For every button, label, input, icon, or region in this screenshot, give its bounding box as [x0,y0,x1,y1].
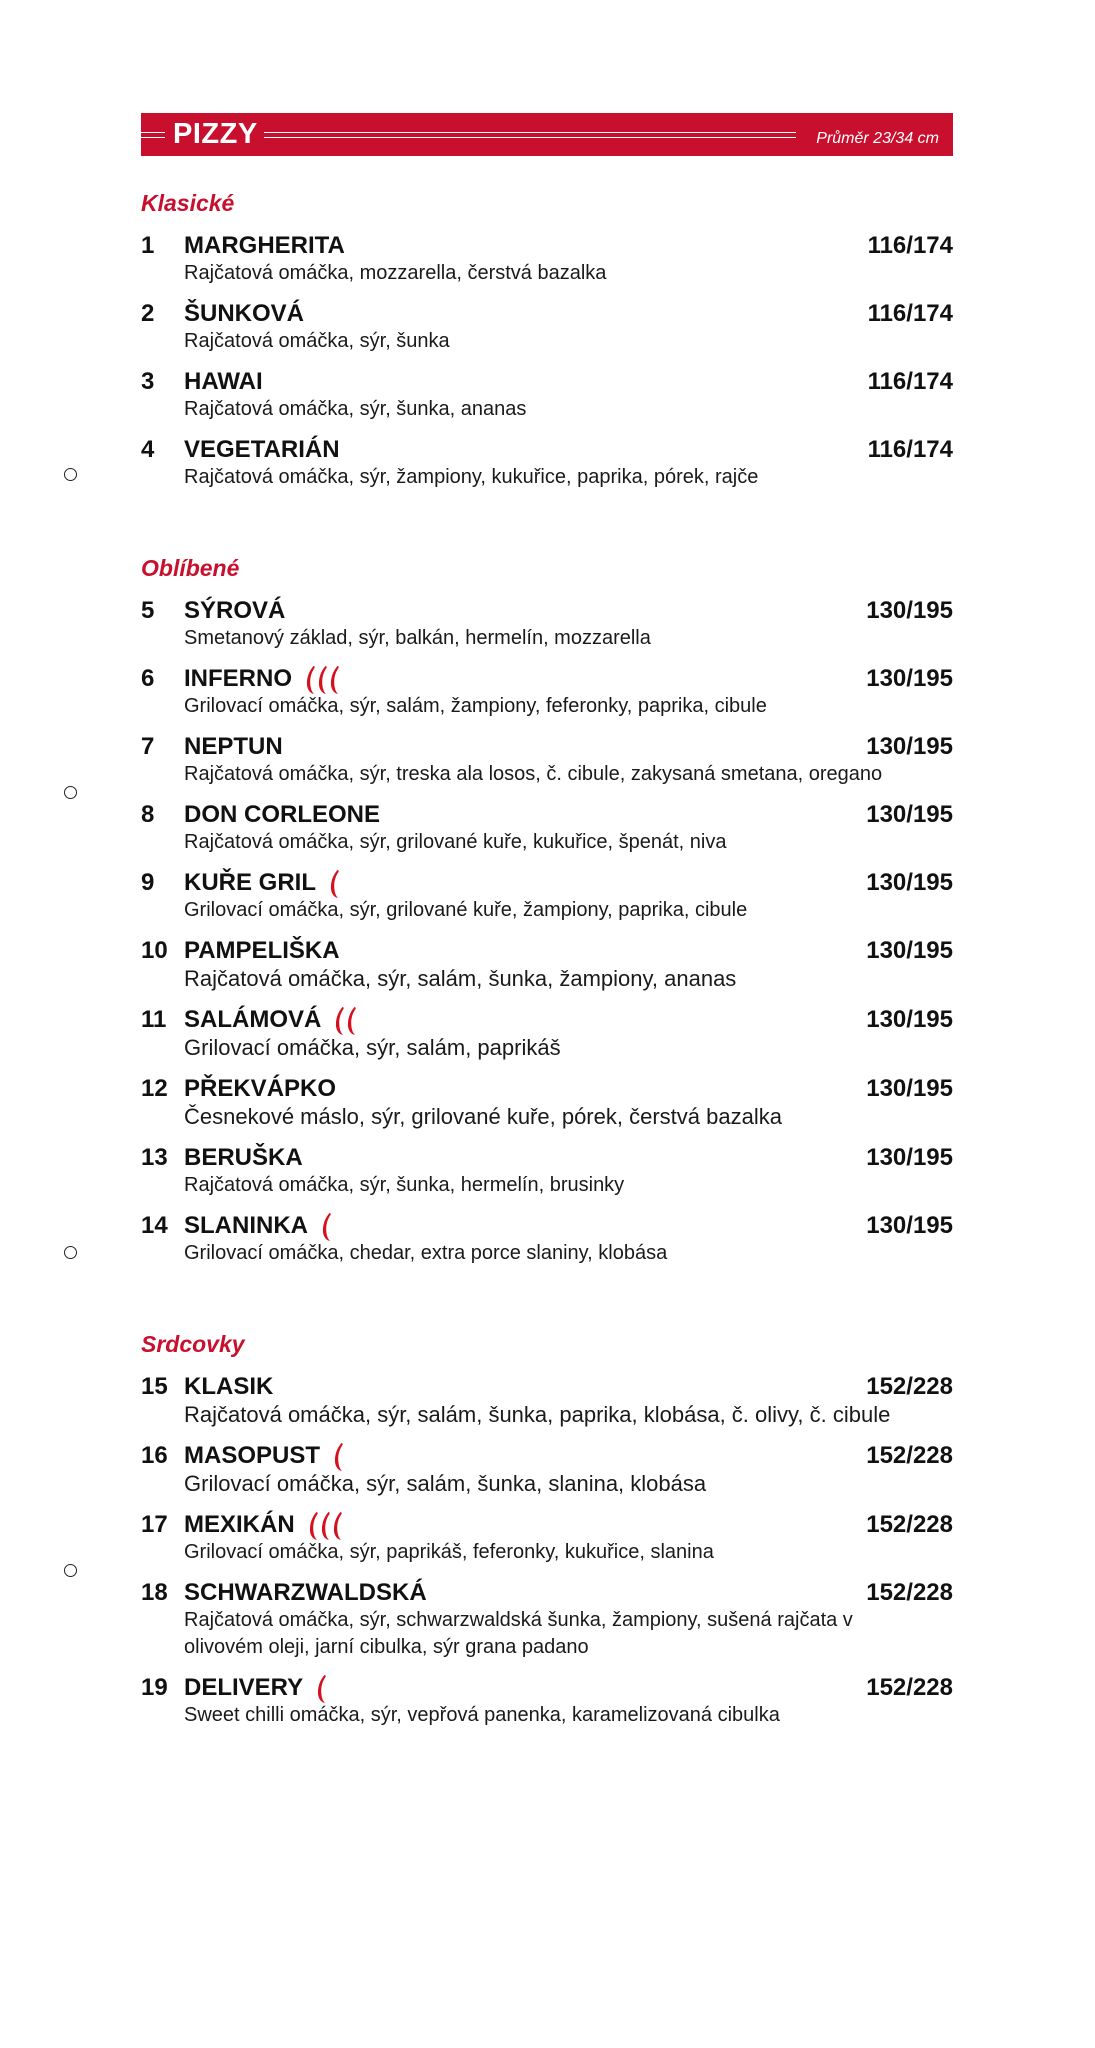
item-name: SCHWARZWALDSKÁ [184,1579,427,1606]
menu-item [141,1511,953,1566]
chili-pepper-icon [317,1674,327,1704]
item-name: NEPTUN [184,733,283,760]
menu-item [141,232,953,287]
spicy-rating [334,1442,346,1472]
chili-pepper-icon [321,1511,331,1541]
item-header [141,1579,953,1607]
item-description: Grilovací omáčka, sýr, grilované kuře, žampiony, paprika, cibule [184,899,748,921]
chili-pepper-icon [330,665,340,695]
item-number: 5 [141,597,155,624]
item-price: 116/174 [867,436,953,463]
section-title: Srdcovky [141,1331,245,1357]
item-number: 2 [141,300,155,327]
binder-hole [64,1564,77,1577]
item-number: 8 [141,801,155,828]
chili-pepper-icon [330,869,340,899]
item-name: MEXIKÁN [184,1511,295,1538]
item-description: Rajčatová omáčka, sýr, šunka, ananas [184,398,527,420]
item-name: SLANINKA [184,1212,308,1239]
item-header [141,232,953,260]
item-number: 9 [141,869,155,896]
item-number: 4 [141,436,155,463]
binder-holes [0,0,100,2048]
item-name: SALÁMOVÁ [184,1006,322,1033]
item-name: BERUŠKA [184,1144,303,1171]
item-number: 7 [141,733,155,760]
spicy-rating [335,1006,359,1036]
item-description: Rajčatová omáčka, sýr, salám, šunka, paprika, klobása, č. olivy, č. cibule [184,1402,891,1427]
banner-rule-left [141,132,165,138]
menu-item [141,1075,953,1131]
menu-item [141,597,953,652]
menu-item [141,300,953,355]
item-name: VEGETARIÁN [184,436,340,463]
item-description: Grilovací omáčka, sýr, salám, paprikáš [184,1035,561,1060]
item-header [141,1212,953,1240]
item-name: INFERNO [184,665,292,692]
menu-section [141,1331,953,1729]
item-number: 12 [141,1075,168,1102]
item-name: HAWAI [184,368,263,395]
item-name: PAMPELIŠKA [184,937,340,964]
item-price: 116/174 [867,300,953,327]
item-header [141,1075,953,1103]
chili-pepper-icon [309,1511,319,1541]
item-price: 130/195 [866,937,953,964]
item-name: DELIVERY [184,1674,304,1701]
spicy-rating [330,869,342,899]
chili-pepper-icon [322,1212,332,1242]
item-header [141,869,953,897]
item-header [141,665,953,693]
item-number: 16 [141,1442,168,1469]
item-description: Rajčatová omáčka, mozzarella, čerstvá bazalka [184,262,607,284]
section-title: Klasické [141,190,235,216]
menu-item [141,1212,953,1267]
menu-item [141,733,953,788]
item-number: 6 [141,665,155,692]
item-description: Rajčatová omáčka, sýr, šunka [184,330,450,352]
chili-pepper-icon [335,1006,345,1036]
menu-item [141,869,953,924]
item-header [141,300,953,328]
spicy-rating [317,1674,329,1704]
item-price: 130/195 [866,1075,953,1102]
item-number: 18 [141,1579,168,1606]
item-number: 14 [141,1212,168,1239]
item-description: Rajčatová omáčka, sýr, treska ala losos, č. cibule, zakysaná smetana, oregano [184,763,883,785]
item-number: 1 [141,232,155,259]
menu-item [141,436,953,491]
item-description: Grilovací omáčka, sýr, paprikáš, feferonky, kukuřice, slanina [184,1541,714,1563]
item-name: MARGHERITA [184,232,345,259]
item-header [141,436,953,464]
menu-item [141,1579,953,1661]
item-header [141,1511,953,1539]
menu-item [141,937,953,993]
item-price: 130/195 [866,801,953,828]
item-description: Rajčatová omáčka, sýr, salám, šunka, žampiony, ananas [184,966,737,991]
item-price: 130/195 [866,1212,953,1239]
item-name: SÝROVÁ [184,597,286,624]
item-number: 13 [141,1144,168,1171]
item-description: Grilovací omáčka, chedar, extra porce slaniny, klobása [184,1242,668,1264]
item-price: 130/195 [866,1006,953,1033]
item-name: ŠUNKOVÁ [184,300,305,327]
menu-section [141,190,953,491]
binder-hole [64,468,77,481]
item-header [141,1442,953,1470]
menu-item [141,1674,953,1729]
item-name: DON CORLEONE [184,801,381,828]
section-title: Oblíbené [141,555,240,581]
item-header [141,1144,953,1172]
menu-item [141,1442,953,1498]
chili-pepper-icon [306,665,316,695]
item-price: 130/195 [866,665,953,692]
item-price: 130/195 [866,733,953,760]
menu-sections [141,190,953,1729]
item-description: Rajčatová omáčka, sýr, grilované kuře, kukuřice, špenát, niva [184,831,727,853]
menu-item [141,665,953,720]
item-price: 116/174 [867,368,953,395]
menu-page [141,113,953,1742]
menu-section [141,555,953,1267]
item-price: 130/195 [866,597,953,624]
item-header [141,937,953,965]
chili-pepper-icon [334,1442,344,1472]
banner-size-note: Průměr 23/34 cm [816,129,939,147]
item-number: 17 [141,1511,168,1538]
item-description: Česnekové máslo, sýr, grilované kuře, pórek, čerstvá bazalka [184,1104,782,1129]
item-price: 152/228 [866,1674,953,1701]
menu-item [141,1373,953,1429]
spicy-rating [322,1212,334,1242]
item-price: 116/174 [867,232,953,259]
chili-pepper-icon [347,1006,357,1036]
item-header [141,1674,953,1702]
spicy-rating [309,1511,345,1541]
item-description: Smetanový základ, sýr, balkán, hermelín, mozzarella [184,627,651,649]
item-name: PŘEKVÁPKO [184,1075,337,1102]
pizza-banner [141,113,953,156]
banner-title: PIZZY [173,118,258,150]
item-number: 11 [141,1006,167,1033]
item-number: 10 [141,937,168,964]
item-description: Grilovací omáčka, sýr, salám, šunka, slanina, klobása [184,1471,707,1496]
item-header [141,1006,953,1034]
item-price: 152/228 [866,1442,953,1469]
banner-rule-right [264,132,797,138]
menu-item [141,1006,953,1062]
menu-item [141,368,953,423]
item-description: Grilovací omáčka, sýr, salám, žampiony, feferonky, paprika, cibule [184,695,767,717]
item-number: 3 [141,368,155,395]
item-header [141,597,953,625]
item-price: 152/228 [866,1579,953,1606]
item-description: Sweet chilli omáčka, sýr, vepřová panenka, karamelizovaná cibulka [184,1704,780,1726]
item-description: Rajčatová omáčka, sýr, šunka, hermelín, brusinky [184,1174,625,1196]
item-price: 152/228 [866,1511,953,1538]
spicy-rating [306,665,342,695]
item-name: KUŘE GRIL [184,869,316,896]
item-header [141,801,953,829]
item-header [141,1373,953,1401]
item-price: 130/195 [866,1144,953,1171]
item-description: Rajčatová omáčka, sýr, žampiony, kukuřice, paprika, pórek, rajče [184,466,759,488]
item-number: 19 [141,1674,168,1701]
menu-item [141,1144,953,1199]
item-header [141,368,953,396]
binder-hole [64,1246,77,1259]
binder-hole [64,786,77,799]
chili-pepper-icon [318,665,328,695]
item-price: 152/228 [866,1373,953,1400]
chili-pepper-icon [333,1511,343,1541]
item-price: 130/195 [866,869,953,896]
item-header [141,733,953,761]
item-description: Rajčatová omáčka, sýr, schwarzwaldská šunka, žampiony, sušená rajčata v olivovém oleji, jarní cibulka, sýr grana padano [184,1609,853,1658]
item-name: MASOPUST [184,1442,321,1469]
item-name: KLASIK [184,1373,274,1400]
menu-item [141,801,953,856]
item-number: 15 [141,1373,168,1400]
